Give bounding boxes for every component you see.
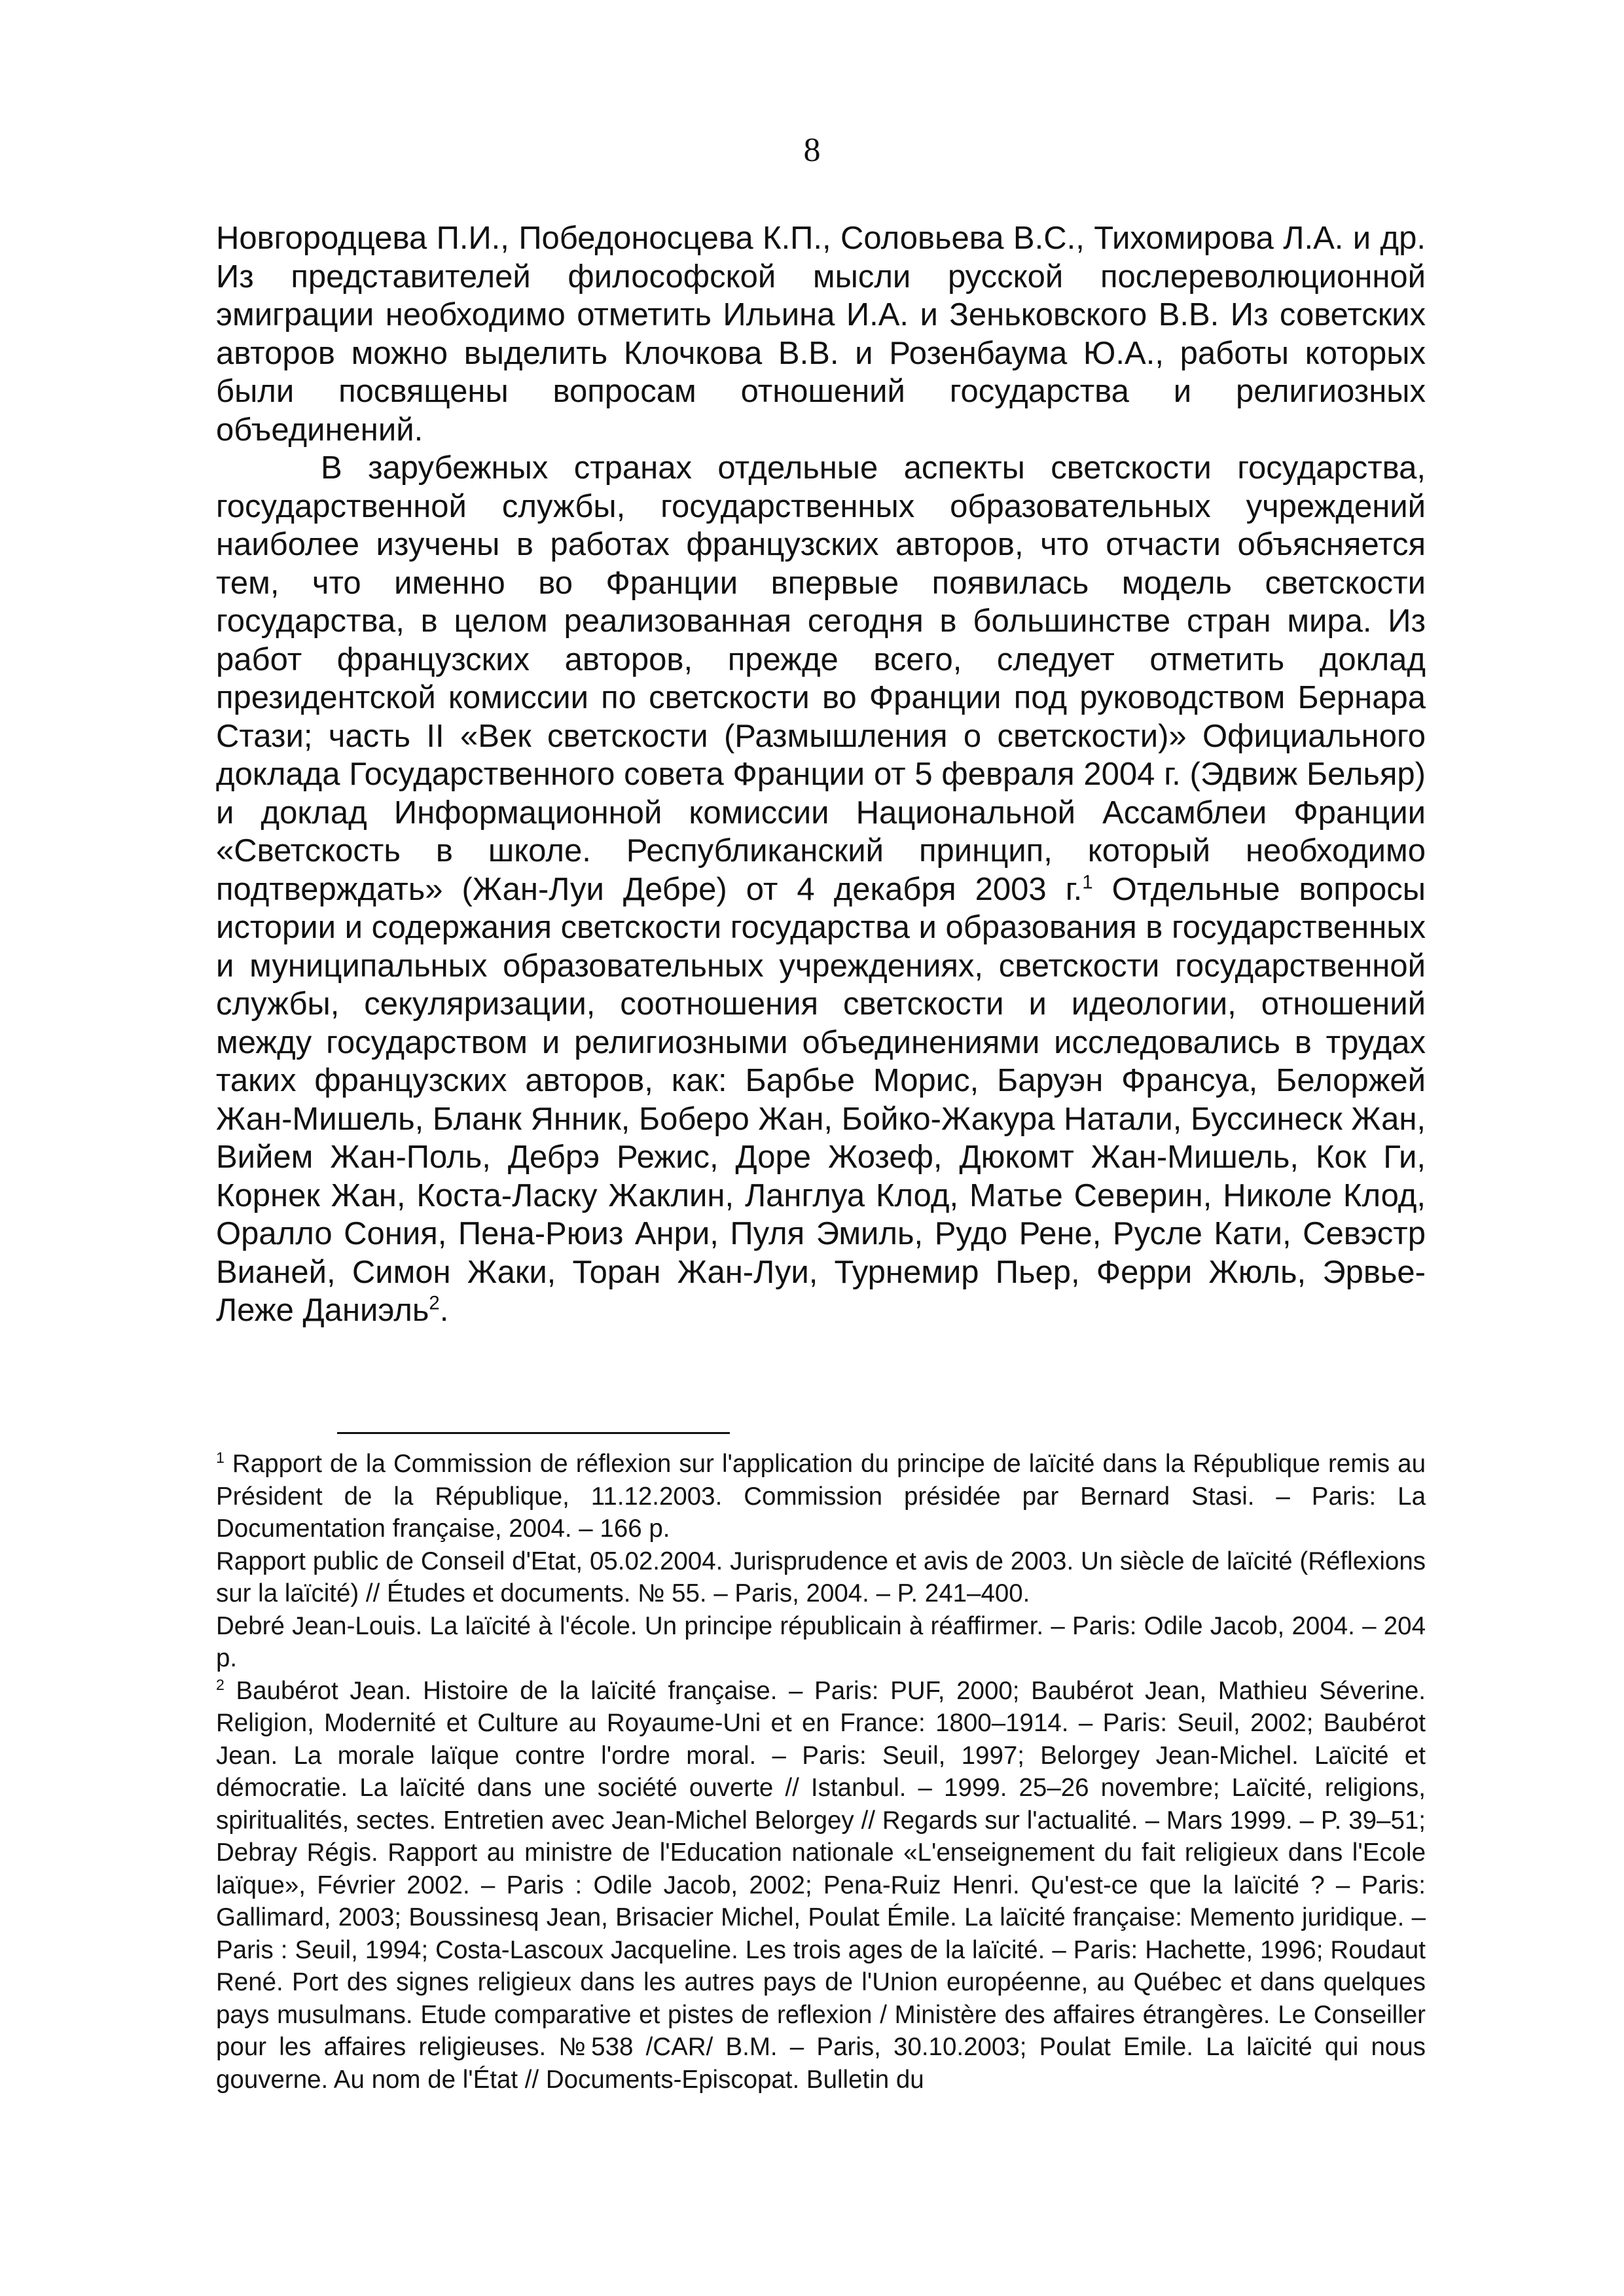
footnote-1-text-b: Rapport public de Conseil d'Etat, 05.02.2004. Jurisprudence et avis de 2003. Un siècle de laïcité (Réflexions sur la laïcité) // Études et documents. № 55. – Paris, 2004. – P. 241–400.: [216, 1547, 1426, 1607]
page-number: 8: [803, 132, 821, 169]
footnote-2-text: Baubérot Jean. Histoire de la laïcité française. – Paris: PUF, 2000; Baubérot Jean, Mathieu Séverine. Religion, Modernité et Culture au Royaume-Uni et en France: 1800–1914. – Paris: Seuil, 2002; Baubérot Jean. La morale laïque contre l'ordre moral. – Paris: Seuil, 1997; Belorgey Jean-Michel. Laïcité et démocratie. La laïcité dans une société ouverte // Istanbul. – 1999. 25–26 novembre; Laïcité, religions, spiritualités, sectes. Entretien avec Jean-Michel Belorgey // Regards sur l'actualité. – Mars 1999. – P. 39–51; Debray Régis. Rapport au ministre de l'Education nationale «L'enseignement du fait religieux dans l'Ecole laïque», Février 2002. – Paris : Odile Jacob, 2002; Pena-Ruiz Henri. Qu'est-ce que la laïcité ? – Paris: Gallimard, 2003; Boussinesq Jean, Brisacier Michel, Poulat Émile. La laïcité française: Memento juridique. – Paris : Seuil, 1994; Costa-Lascoux Jacqueline. Les trois ages de la laïcité. – Paris: Hachette, 1996; Roudaut René. Port des signes religieux dans les autres pays de l'Union européenne, au Québec et dans quelques pays musulmans. Etude comparative et pistes de reflexion / Ministère des affaires étrangères. Le Conseiller pour les affaires religieuses. №538 /CAR/ B.M. – Paris, 30.10.2003; Poulat Emile. La laïcité qui nous gouverne. Au nom de l'État // Documents-Episcopat. Bulletin du: [216, 1676, 1426, 2094]
footnote-2: [216, 1675, 1426, 2096]
paragraph-2: [216, 449, 1426, 1330]
footnote-ref-1[interactable]: 1: [1082, 871, 1093, 893]
main-text: [216, 219, 1426, 1330]
footnote-separator: [337, 1432, 730, 1434]
paragraph-2-text-a: В зарубежных странах отдельные аспекты светскости государства, государственной службы, государственных образовательных учреждений наиболее изучены в работах французских авторов, что отчасти объясняется тем, что именно во Франции впервые появилась модель светскости государства, в целом реализованная сегодня в большинстве стран мира. Из работ французских авторов, прежде всего, следует отметить доклад президентской комиссии по светскости во Франции под руководством Бернара Стази; часть II «Век светскости (Размышления о светскости)» Официального доклада Государственного совета Франции от 5 февраля 2004 г. (Эдвиж Бельяр) и доклад Информационной комиссии Национальной Ассамблеи Франции «Светскость в школе. Республиканский принцип, который необходимо подтверждать» (Жан-Луи Дебре) от 4 декабря 2003 г.: [216, 450, 1426, 907]
paragraph-2-text-b: Отдельные вопросы истории и содержания светскости государства и образования в государственных и муниципальных образовательных учреждениях, светскости государственной службы, секуляризации, соотношения светскости и идеологии, отношений между государством и религиозными объединениями исследовались в трудах таких французских авторов, как: Барбье Морис, Баруэн Франсуа, Белоржей Жан-Мишель, Бланк Янник, Боберо Жан, Бойко-Жакура Натали, Буссинеск Жан, Вийем Жан-Поль, Дебрэ Режис, Доре Жозеф, Дюкомт Жан-Мишель, Кок Ги, Корнек Жан, Коста-Ласку Жаклин, Ланглуа Клод, Матье Северин, Николе Клод, Оралло Сония, Пена-Рюиз Анри, Пуля Эмиль, Рудо Рене, Русле Кати, Севэстр Вианей, Симон Жаки, Торан Жан-Луи, Турнемир Пьер, Ферри Жюль, Эрвье-Леже Даниэль: [216, 871, 1426, 1328]
paragraph-2-end: .: [439, 1293, 449, 1328]
footnote-ref-2[interactable]: 2: [429, 1292, 440, 1314]
footnote-1: [216, 1448, 1426, 1545]
footnote-1-text-a: Rapport de la Commission de réflexion sur l'application du principe de laïcité dans la République remis au Président de la République, 11.12.2003. Commission présidée par Bernard Stasi. – Paris: La Documentation française, 2004. – 166 p.: [216, 1450, 1426, 1543]
footnote-2-mark: 2: [216, 1676, 225, 1693]
paragraph-1: Новгородцева П.И., Победоносцева К.П., Соловьева В.С., Тихомирова Л.А. и др. Из представителей философской мысли русской послереволюционной эмиграции необходимо отметить Ильина И.А. и Зеньковского В.В. Из советских авторов можно выделить Клочкова В.В. и Розенбаума Ю.А., работы которых были посвящены вопросам отношений государства и религиозных объединений.: [216, 221, 1426, 448]
footnotes: [216, 1448, 1426, 2096]
footnote-1-text-c: Debré Jean-Louis. La laïcité à l'école. Un principe républicain à réaffirmer. – Paris: Odile Jacob, 2004. – 204 p.: [216, 1611, 1426, 1672]
footnote-1-mark: 1: [216, 1449, 225, 1467]
